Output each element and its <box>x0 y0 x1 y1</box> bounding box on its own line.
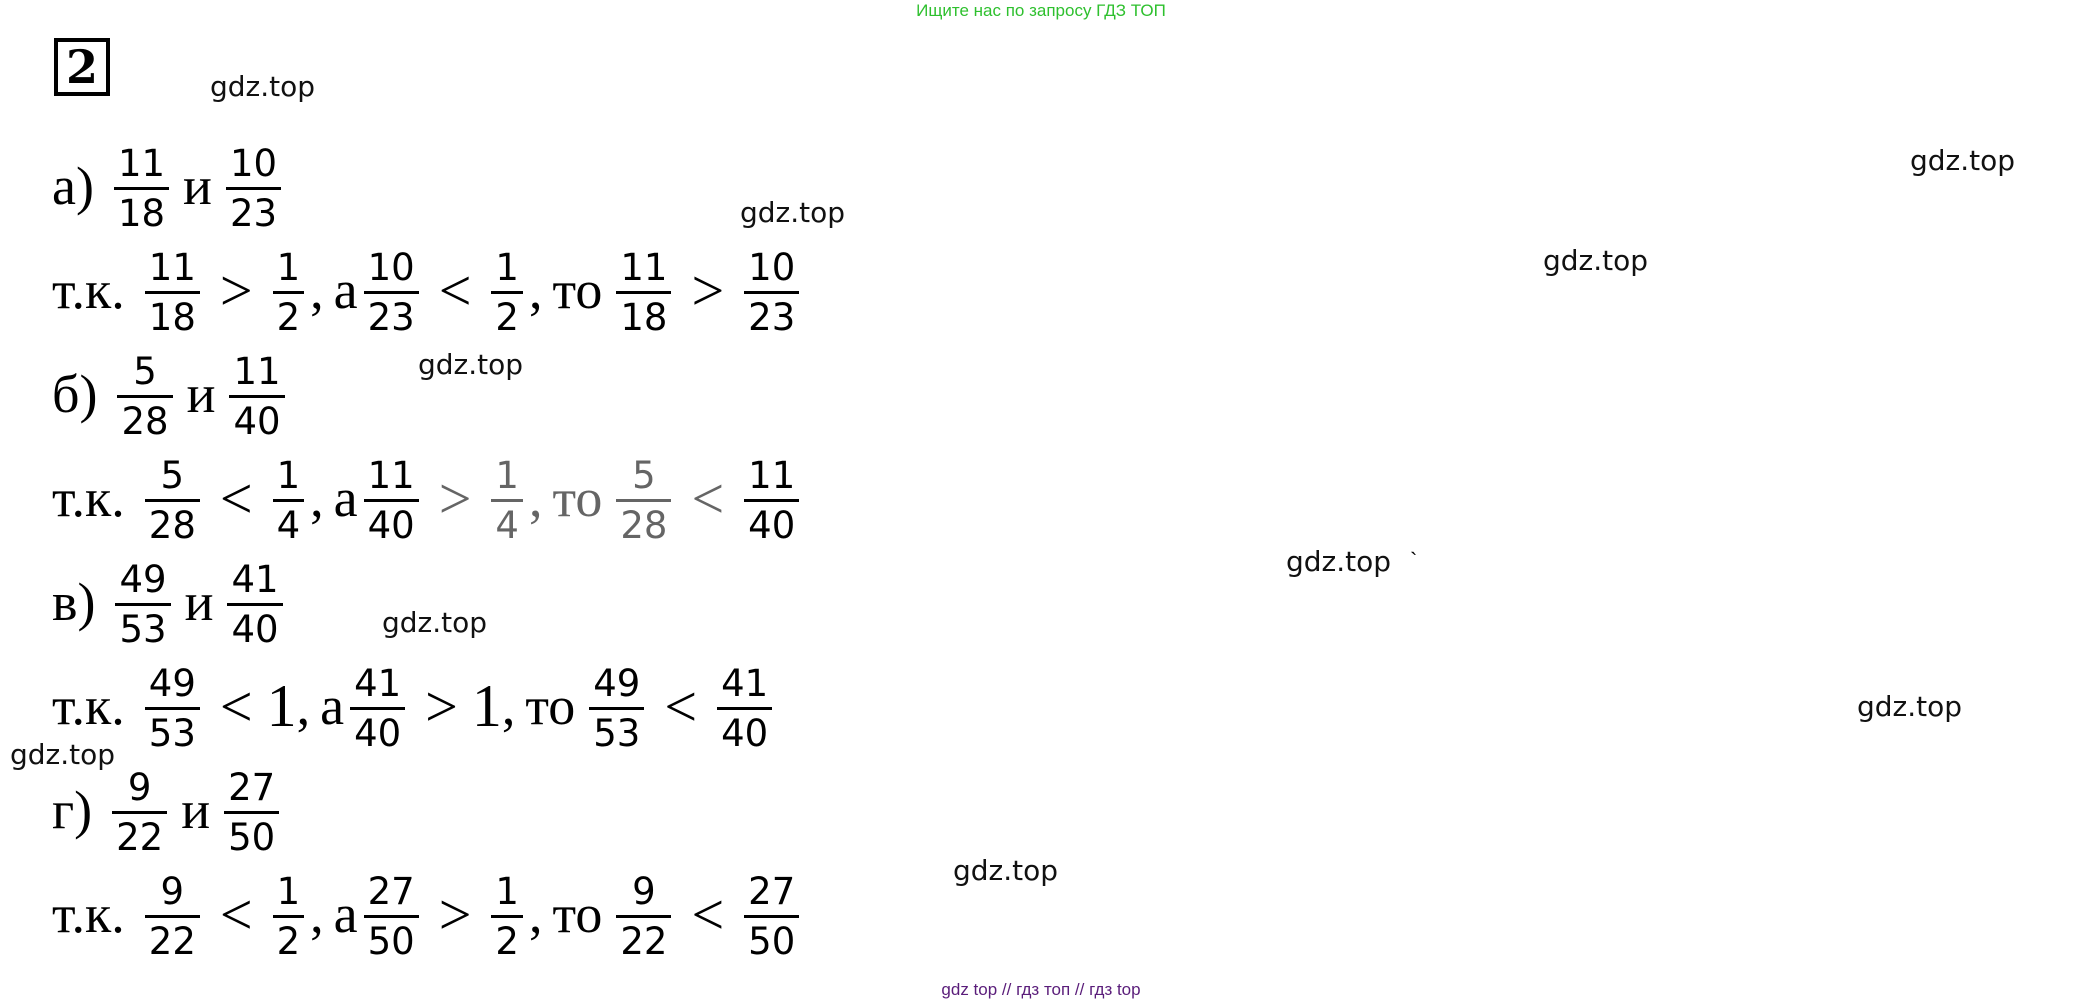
comparison-sign: < <box>438 257 472 323</box>
then-word: то <box>552 260 603 320</box>
watermark: gdz.top <box>10 738 116 771</box>
watermark: gdz.top <box>1543 244 1649 277</box>
watermark: gdz.top <box>1857 690 1963 723</box>
and-word: а <box>320 676 345 736</box>
reference-value: 1 <box>471 672 502 739</box>
comparison-sign: < <box>219 881 253 947</box>
reference-value: 1 <box>266 672 297 739</box>
fraction: $\frac{11}{40}$ <box>364 452 419 549</box>
comparison-sign: > <box>425 673 458 739</box>
comma: , <box>528 468 543 528</box>
part-label: г) <box>52 780 93 840</box>
and-word: а <box>333 260 358 320</box>
watermark: gdz.top <box>953 854 1059 887</box>
fraction: $\frac{1}{2}$ <box>491 244 523 341</box>
fraction: $\frac{1}{2}$ <box>491 868 523 965</box>
comma: , <box>310 260 324 320</box>
then-word: то <box>525 676 576 736</box>
part-g-solution <box>52 862 805 966</box>
conjunction: и <box>181 780 211 840</box>
comma: , <box>296 676 311 736</box>
comma: , <box>310 468 324 528</box>
conjunction: и <box>184 572 214 632</box>
part-a-statement <box>52 134 287 238</box>
fraction: $\frac{10}{23}$ <box>744 244 799 341</box>
fraction: $\frac{5}{28}$ <box>145 452 200 549</box>
fraction: $\frac{10}{23}$ <box>226 140 281 237</box>
fraction: $\frac{49}{53}$ <box>145 660 200 757</box>
watermark: gdz.top <box>1910 144 2016 177</box>
fraction: $\frac{27}{50}$ <box>744 868 799 965</box>
comma: , <box>501 676 516 736</box>
part-label: а) <box>52 156 94 216</box>
fraction: $\frac{9}{22}$ <box>145 868 200 965</box>
fraction: $\frac{1}{4}$ <box>491 452 523 549</box>
and-word: а <box>333 468 358 528</box>
stray-tick-mark: ` <box>1410 548 1418 573</box>
part-v-solution <box>52 654 778 758</box>
fraction: $\frac{41}{40}$ <box>350 660 405 757</box>
fraction: $\frac{11}{18}$ <box>114 140 169 237</box>
then-word: то <box>552 468 603 528</box>
fraction: $\frac{11}{18}$ <box>145 244 200 341</box>
watermark: gdz.top <box>382 606 488 639</box>
fraction: $\frac{41}{40}$ <box>717 660 772 757</box>
part-b-solution <box>52 446 805 550</box>
and-word: а <box>333 884 358 944</box>
comma: , <box>528 260 543 320</box>
since-word: т.к. <box>52 260 125 320</box>
fraction: $\frac{11}{18}$ <box>616 244 671 341</box>
fraction: $\frac{49}{53}$ <box>115 556 170 653</box>
fraction: $\frac{1}{2}$ <box>273 244 305 341</box>
since-word: т.к. <box>52 676 125 736</box>
comparison-sign: > <box>691 257 725 323</box>
conjunction: и <box>183 156 212 216</box>
task-number-box: 2 <box>54 38 110 96</box>
comparison-sign: < <box>664 673 698 739</box>
part-g-statement <box>52 758 285 862</box>
fraction: $\frac{27}{50}$ <box>224 764 279 861</box>
comparison-sign: < <box>219 673 253 739</box>
comparison-sign: < <box>691 881 725 947</box>
fraction: $\frac{11}{40}$ <box>744 452 799 549</box>
fraction: $\frac{10}{23}$ <box>364 244 419 341</box>
watermark: gdz.top <box>210 70 316 103</box>
fraction: $\frac{9}{22}$ <box>616 868 671 965</box>
comparison-sign: > <box>438 465 472 531</box>
fraction: $\frac{5}{28}$ <box>616 452 671 549</box>
fraction: $\frac{1}{4}$ <box>273 452 305 549</box>
comparison-sign: < <box>691 465 725 531</box>
comparison-sign: > <box>219 257 253 323</box>
part-a-solution <box>52 238 805 342</box>
part-label: б) <box>52 364 98 424</box>
part-v-statement <box>52 550 289 654</box>
fraction: $\frac{9}{22}$ <box>112 764 167 861</box>
fraction: $\frac{1}{2}$ <box>273 868 305 965</box>
comparison-sign: > <box>438 881 472 947</box>
then-word: то <box>552 884 603 944</box>
since-word: т.к. <box>52 884 125 944</box>
watermark: gdz.top <box>1286 545 1392 578</box>
part-label: в) <box>52 572 96 632</box>
fraction: $\frac{49}{53}$ <box>589 660 644 757</box>
fraction: $\frac{5}{28}$ <box>117 348 172 445</box>
conjunction: и <box>186 364 216 424</box>
fraction: $\frac{27}{50}$ <box>364 868 419 965</box>
footer-links[interactable]: gdz top // гдз топ // гдз top <box>941 980 1141 999</box>
watermark: gdz.top <box>418 348 524 381</box>
comma: , <box>528 884 543 944</box>
since-word: т.к. <box>52 468 125 528</box>
fraction: $\frac{11}{40}$ <box>229 348 284 445</box>
fraction: $\frac{41}{40}$ <box>227 556 282 653</box>
part-b-statement <box>52 342 291 446</box>
watermark: gdz.top <box>740 196 846 229</box>
comparison-sign: < <box>219 465 253 531</box>
top-banner: Ищите нас по запросу ГДЗ ТОП <box>916 1 1166 20</box>
comma: , <box>310 884 324 944</box>
